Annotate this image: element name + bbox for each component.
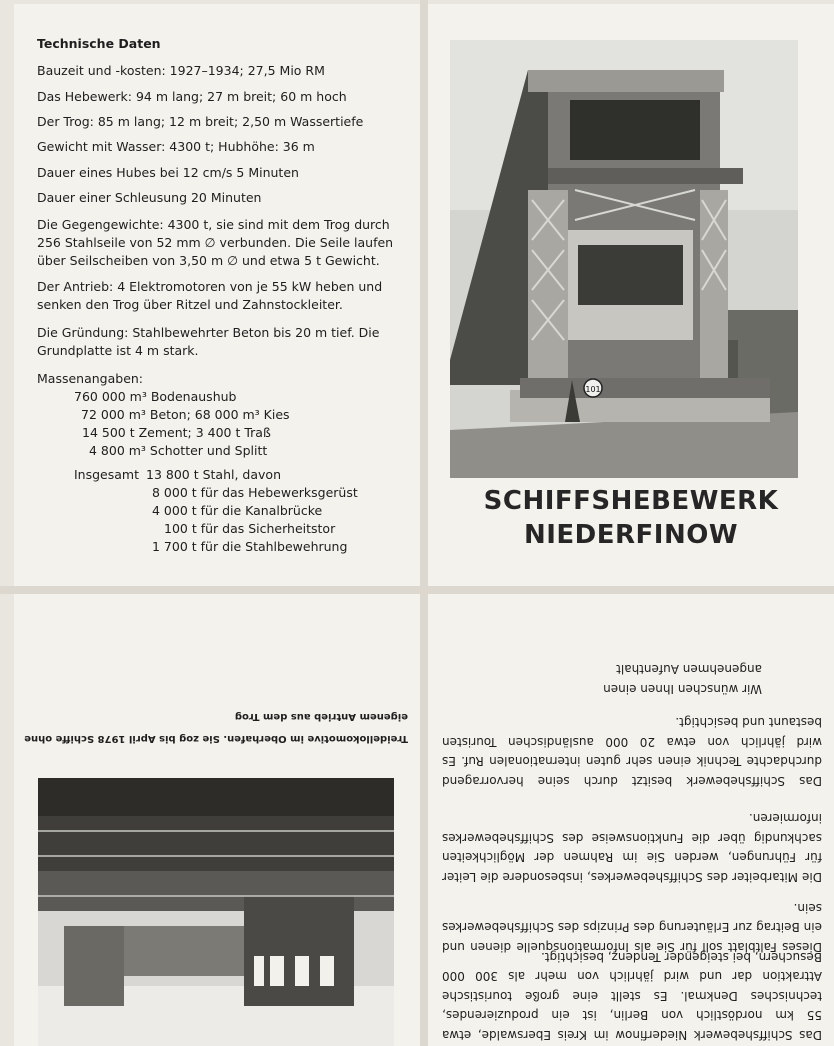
massen-item: 14 500 t Zement; 3 400 t Traß [82, 425, 271, 440]
gruendung-para: Die Gründung: Stahlbewehrter Beton bis 20 m tief. Die Grundplatte ist 4 m stark. [37, 325, 380, 358]
intro-para-1: Das Schiffshebewerk Niederfinow im Kreis Eberswalde, etwa 55 km nordöstlich von Berlin, ist ein produzierendes, technisches Denkmal. Es stellt eine große touristische Attraktion dar und wird jährlich von mehr als 300 000 Besuchern, bei steigender Tendenz, besichtigt. [442, 950, 822, 1042]
vertical-fold [420, 0, 428, 1046]
massen-title: Massenangaben: [37, 371, 144, 386]
insgesamt-item: 13 800 t Stahl, davon [146, 467, 281, 482]
hub-line: Dauer eines Hubes bei 12 cm/s 5 Minuten [37, 165, 299, 180]
insgesamt-item: 100 t für das Sicherheitstor [164, 521, 336, 536]
massen-item: 4 800 m³ Schotter und Splitt [89, 443, 268, 458]
ship-lift-photo [450, 40, 798, 478]
hebewerk-line: Das Hebewerk: 94 m lang; 27 m breit; 60 m hoch [37, 89, 347, 104]
trog-line: Der Trog: 85 m lang; 12 m breit; 2,50 m Wassertiefe [37, 114, 364, 129]
photo-sign-text: 101 [585, 385, 601, 394]
cover-panel [428, 4, 834, 586]
locomotive-panel [14, 594, 420, 1046]
insgesamt-item: 1 700 t für die Stahlbewehrung [152, 539, 348, 554]
massen-item: 72 000 m³ Beton; 68 000 m³ Kies [81, 407, 290, 422]
cover-title-line1: SCHIFFSHEBEWERK [483, 486, 779, 516]
locomotive-photo [38, 778, 394, 1046]
insgesamt-item: 4 000 t für die Kanalbrücke [152, 503, 323, 518]
technical-data-panel [14, 4, 420, 586]
schleusung-line: Dauer einer Schleusung 20 Minuten [37, 190, 262, 205]
horizontal-fold [0, 586, 834, 594]
antrieb-para: Der Antrieb: 4 Elektromotoren von je 55 kW heben und senken den Trog über Ritzel und Zahnstockleiter. [37, 279, 383, 312]
cover-title-line2: NIEDERFINOW [523, 520, 739, 550]
insgesamt-item: 8 000 t für das Hebewerksgerüst [152, 485, 358, 500]
closing-line1: Wir wünschen Ihnen einen [603, 682, 762, 696]
intro-para-3: Die Mitarbeiter des Schiffshebewerkes, insbesondere die Leiter für Führungen, werden Sie im Rahmen der Möglichkeiten sachkundig über die Funktionsweise des Schiffshebewerkes informieren. [442, 811, 822, 884]
closing-line2: angenehmen Aufenthalt [616, 662, 762, 676]
caption-line1: Treidellokomotive im Oberhafen. Sie zog bis April 1978 Schiffe ohne [24, 733, 408, 744]
caption-line2: eigenem Antrieb aus dem Trog [234, 711, 408, 722]
intro-para-4: Das Schiffshebewerk besitzt durch seine hervorragend durchdachte Technik einen sehr guten internationalen Ruf. Es wird jährlich von etwa 20 000 ausländischen Touristen bestaunt und besichtigt. [442, 715, 822, 788]
gegengewichte-para: Die Gegengewichte: 4300 t, sie sind mit dem Trog durch 256 Stahlseile von 52 mm ∅ verbunden. Die Seile laufen über Seilscheiben von 3,50 m ∅ und etwa 5 t Gewicht. [37, 217, 394, 268]
bauzeit-line: Bauzeit und -kosten: 1927–1934; 27,5 Mio RM [37, 63, 325, 78]
technical-data-title: Technische Daten [37, 36, 161, 51]
gewicht-line: Gewicht mit Wasser: 4300 t; Hubhöhe: 36 m [37, 139, 315, 154]
intro-para-2: Dieses Faltblatt soll für Sie als Informationsquelle dienen und ein Beitrag zur Erläuterung des Prinzips des Schiffshebewerkes sein. [442, 901, 822, 954]
insgesamt-label: Insgesamt [74, 467, 139, 482]
intro-panel [428, 594, 834, 1046]
massen-item: 760 000 m³ Bodenaushub [74, 389, 237, 404]
